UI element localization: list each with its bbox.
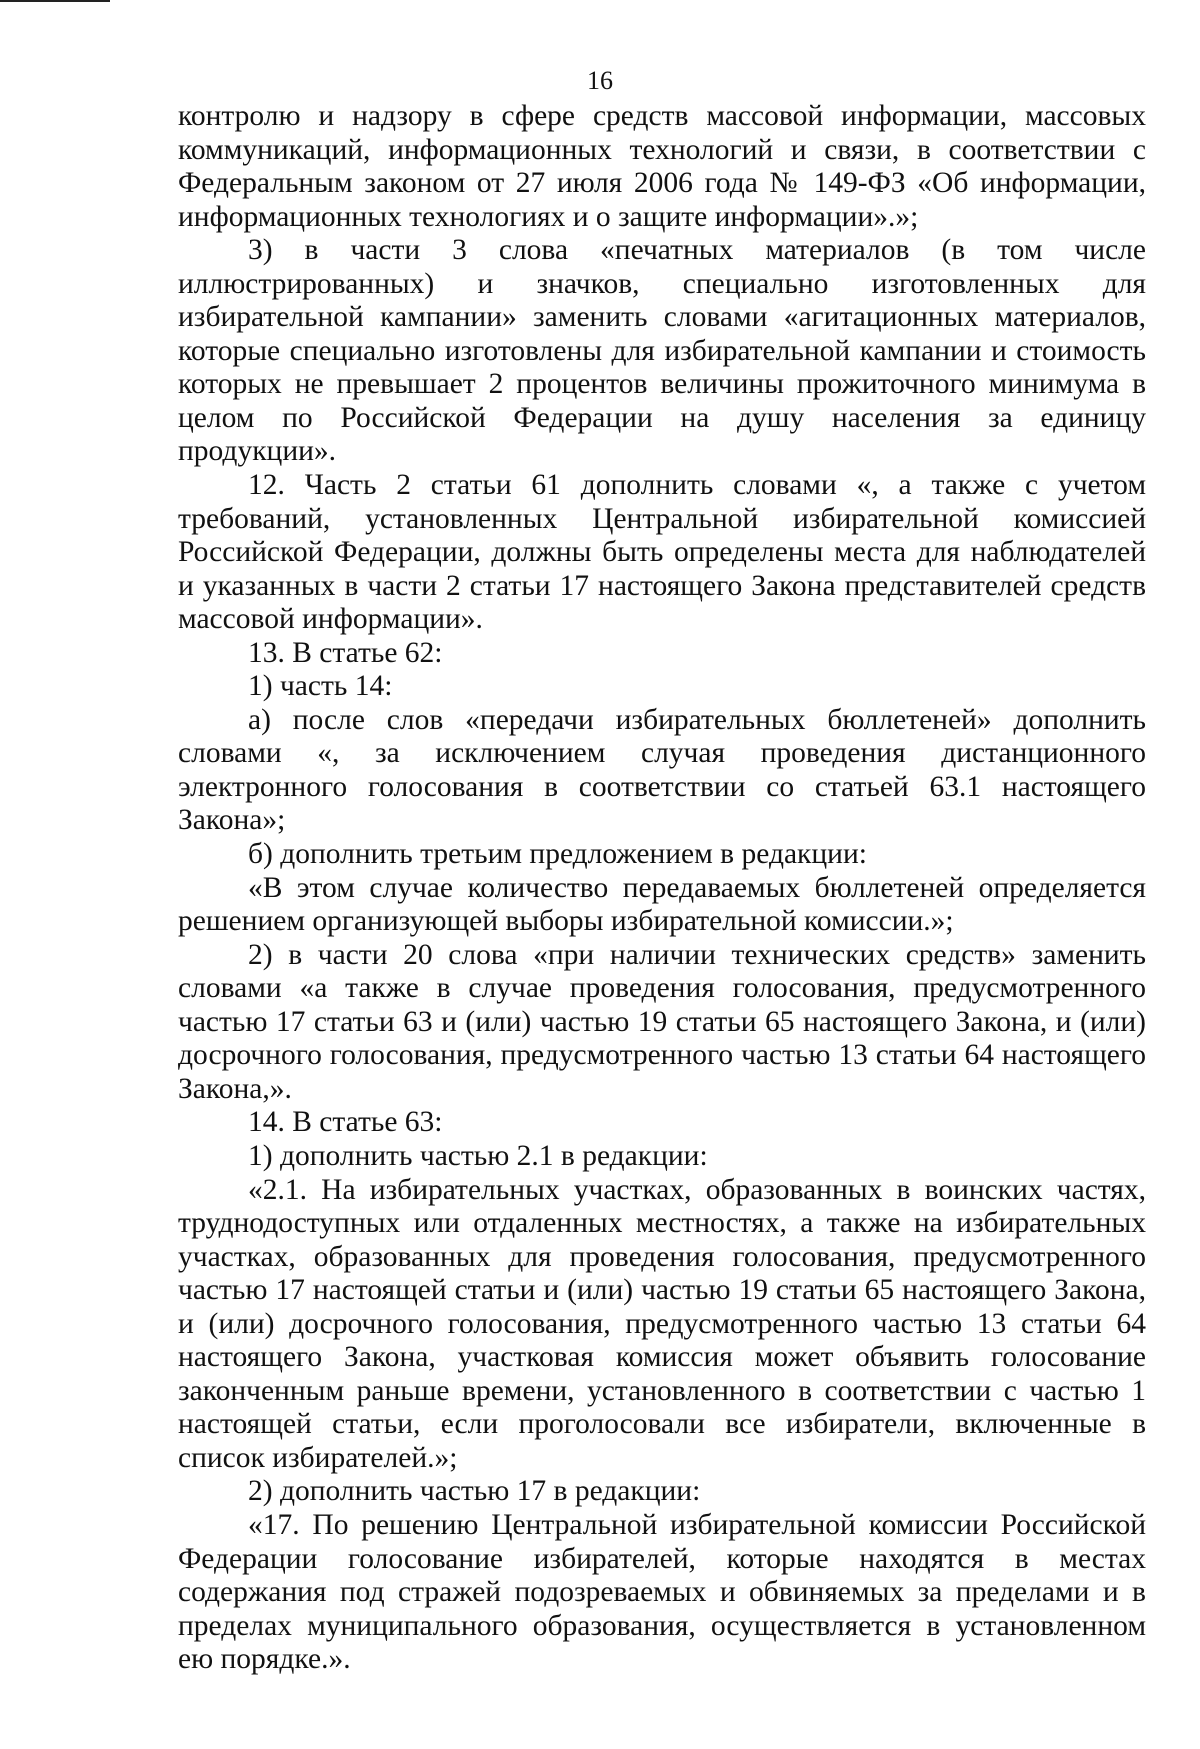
- paragraph-subitem-2: 2) в части 20 слова «при наличии технических средств» заменить словами «а также в случае проведения голосования, предусмотренного частью 17 статьи 63 и (или) частью 19 статьи 65 настоящего Закона, и (или) досрочного голосования, предусмотренного частью 13 статьи 64 настоящего Закона,».: [178, 938, 1146, 1105]
- paragraph-item-12: 12. Часть 2 статьи 61 дополнить словами «, а также с учетом требований, установленных Центральной избирательной комиссией Российской Федерации, должны быть определены места для наблюдателей и указанных в части 2 статьи 17 настоящего Закона представителей средств массовой информации».: [178, 469, 1146, 636]
- paragraph-subitem-1: 1) часть 14:: [248, 670, 393, 703]
- paragraph-quote-1: «В этом случае количество передаваемых бюллетеней определяется решением организующей выборы избирательной комиссии.»;: [178, 871, 1146, 938]
- paragraph-item-14-heading: 14. В статье 63:: [248, 1106, 443, 1139]
- paragraph-subitem-1-14: 1) дополнить частью 2.1 в редакции:: [248, 1139, 708, 1172]
- paragraph-item-13-heading: 13. В статье 62:: [248, 636, 443, 669]
- page-number: 16: [587, 66, 613, 95]
- paragraph-subitem-a: а) после слов «передачи избирательных бюллетеней» дополнить словами «, за исключением случая проведения дистанционного электронного голосования в соответствии со статьей 63.1 настоящего Закона»;: [178, 703, 1146, 837]
- paragraph-quote-17: «17. По решению Центральной избирательной комиссии Российской Федерации голосование избирателей, которые находятся в местах содержания под стражей подозреваемых и обвиняемых за пределами и в пределах муниципального образования, осуществляется в установленном ею порядке.».: [178, 1508, 1146, 1676]
- paragraph-quote-2-1: «2.1. На избирательных участках, образованных в воинских частях, труднодоступных или отдаленных местностях, а также на избирательных участках, образованных для проведения голосования, предусмотренного частью 17 настоящей статьи и (или) частью 19 статьи 65 настоящего Закона, и (или) досрочного голосования, предусмотренного частью 13 статьи 64 настоящего Закона, участковая комиссия может объявить голосование законченным раньше времени, установленного в соответствии с частью 1 настоящей статьи, если проголосовали все избиратели, включенные в список избирателей.»;: [178, 1173, 1146, 1474]
- scan-edge-mark: [0, 0, 110, 2]
- paragraph-subitem-2-14: 2) дополнить частью 17 в редакции:: [248, 1475, 701, 1508]
- paragraph-subitem-b: б) дополнить третьим предложением в редакции:: [248, 838, 867, 871]
- document-body: [178, 100, 1146, 1677]
- paragraph-continuation: контролю и надзору в сфере средств массовой информации, массовых коммуникаций, информационных технологий и связи, в соответствии с Федеральным законом от 27 июля 2006 года № 149-ФЗ «Об информации, информационных технологиях и о защите информации».»;: [178, 100, 1146, 233]
- paragraph-item-3: 3) в части 3 слова «печатных материалов (в том числе иллюстрированных) и значков, специально изготовленных для избирательной кампании» заменить словами «агитационных материалов, которые специально изготовлены для избирательной кампании и стоимость которых не превышает 2 процентов величины прожиточного минимума в целом по Российской Федерации на душу населения за единицу продукции».: [178, 234, 1146, 468]
